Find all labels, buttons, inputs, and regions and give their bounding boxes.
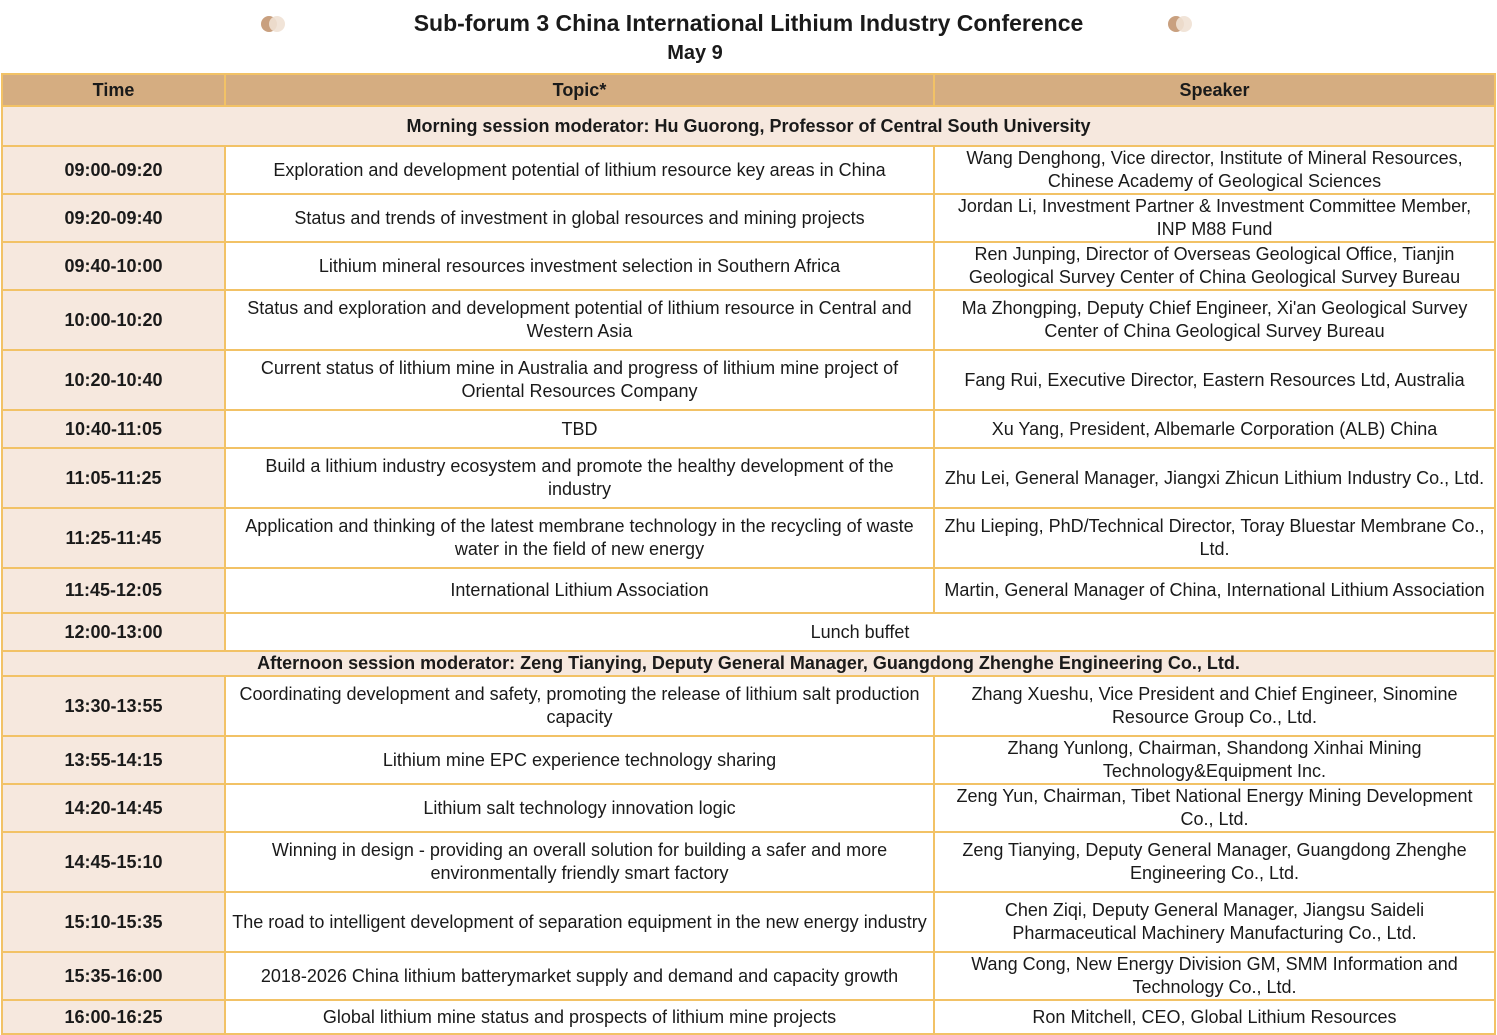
time-cell: 15:10-15:35	[2, 892, 225, 952]
speaker-cell: Ma Zhongping, Deputy Chief Engineer, Xi'an Geological Survey Center of China Geological Survey Bureau	[934, 290, 1495, 350]
topic-cell: Exploration and development potential of lithium resource key areas in China	[225, 146, 934, 194]
afternoon-moderator: Afternoon session moderator: Zeng Tianying, Deputy General Manager, Guangdong Zhenghe Engineering Co., Ltd.	[2, 651, 1495, 676]
lunch-label: Lunch buffet	[225, 613, 1495, 651]
time-cell: 09:40-10:00	[2, 242, 225, 290]
topic-cell: Global lithium mine status and prospects of lithium mine projects	[225, 1000, 934, 1034]
speaker-cell: Ron Mitchell, CEO, Global Lithium Resources	[934, 1000, 1495, 1034]
table-row	[2, 194, 1495, 242]
table-row	[2, 952, 1495, 1000]
page-header	[0, 0, 1497, 72]
topic-cell: TBD	[225, 410, 934, 448]
speaker-cell: Ren Junping, Director of Overseas Geological Office, Tianjin Geological Survey Center of China Geological Survey Bureau	[934, 242, 1495, 290]
table-row	[2, 892, 1495, 952]
speaker-cell: Zhang Yunlong, Chairman, Shandong Xinhai Mining Technology&Equipment Inc.	[934, 736, 1495, 784]
table-header-row	[2, 74, 1495, 106]
lunch-row	[2, 613, 1495, 651]
topic-cell: Build a lithium industry ecosystem and promote the healthy development of the industry	[225, 448, 934, 508]
table-row	[2, 350, 1495, 410]
table-row	[2, 410, 1495, 448]
topic-cell: Lithium salt technology innovation logic	[225, 784, 934, 832]
speaker-cell: Zhu Lei, General Manager, Jiangxi Zhicun Lithium Industry Co., Ltd.	[934, 448, 1495, 508]
table-row	[2, 242, 1495, 290]
time-cell: 10:20-10:40	[2, 350, 225, 410]
speaker-cell: Jordan Li, Investment Partner & Investment Committee Member, INP M88 Fund	[934, 194, 1495, 242]
speaker-cell: Wang Cong, New Energy Division GM, SMM Information and Technology Co., Ltd.	[934, 952, 1495, 1000]
column-header-speaker: Speaker	[934, 74, 1495, 106]
speaker-cell: Wang Denghong, Vice director, Institute of Mineral Resources, Chinese Academy of Geological Sciences	[934, 146, 1495, 194]
topic-cell: The road to intelligent development of separation equipment in the new energy industry	[225, 892, 934, 952]
table-row	[2, 676, 1495, 736]
speaker-cell: Chen Ziqi, Deputy General Manager, Jiangsu Saideli Pharmaceutical Machinery Manufacturing Co., Ltd.	[934, 892, 1495, 952]
time-cell: 14:45-15:10	[2, 832, 225, 892]
time-cell: 09:00-09:20	[2, 146, 225, 194]
time-cell: 15:35-16:00	[2, 952, 225, 1000]
agenda-body	[2, 106, 1495, 1034]
speaker-cell: Zeng Tianying, Deputy General Manager, Guangdong Zhenghe Engineering Co., Ltd.	[934, 832, 1495, 892]
time-cell: 11:45-12:05	[2, 568, 225, 613]
page-date: May 9	[667, 42, 723, 64]
session-row	[2, 106, 1495, 146]
time-cell: 10:40-11:05	[2, 410, 225, 448]
time-cell: 11:25-11:45	[2, 508, 225, 568]
speaker-cell: Zhang Xueshu, Vice President and Chief Engineer, Sinomine Resource Group Co., Ltd.	[934, 676, 1495, 736]
decorative-dots-icon	[1168, 16, 1192, 32]
table-row	[2, 1000, 1495, 1034]
table-row	[2, 784, 1495, 832]
time-cell: 16:00-16:25	[2, 1000, 225, 1034]
topic-cell: Application and thinking of the latest membrane technology in the recycling of waste water in the field of new energy	[225, 508, 934, 568]
speaker-cell: Zhu Lieping, PhD/Technical Director, Toray Bluestar Membrane Co., Ltd.	[934, 508, 1495, 568]
speaker-cell: Zeng Yun, Chairman, Tibet National Energy Mining Development Co., Ltd.	[934, 784, 1495, 832]
topic-cell: Lithium mine EPC experience technology sharing	[225, 736, 934, 784]
table-row	[2, 568, 1495, 613]
speaker-cell: Martin, General Manager of China, International Lithium Association	[934, 568, 1495, 613]
topic-cell: Status and trends of investment in global resources and mining projects	[225, 194, 934, 242]
time-cell: 14:20-14:45	[2, 784, 225, 832]
page-title: Sub-forum 3 China International Lithium Industry Conference	[413, 10, 1084, 36]
speaker-cell: Fang Rui, Executive Director, Eastern Resources Ltd, Australia	[934, 350, 1495, 410]
table-row	[2, 146, 1495, 194]
table-row	[2, 736, 1495, 784]
session-row	[2, 651, 1495, 676]
table-row	[2, 448, 1495, 508]
speaker-cell: Xu Yang, President, Albemarle Corporation (ALB) China	[934, 410, 1495, 448]
topic-cell: Status and exploration and development potential of lithium resource in Central and Western Asia	[225, 290, 934, 350]
table-row	[2, 508, 1495, 568]
topic-cell: Coordinating development and safety, promoting the release of lithium salt production capacity	[225, 676, 934, 736]
topic-cell: Current status of lithium mine in Australia and progress of lithium mine project of Oriental Resources Company	[225, 350, 934, 410]
morning-moderator: Morning session moderator: Hu Guorong, Professor of Central South University	[2, 106, 1495, 146]
table-row	[2, 832, 1495, 892]
time-cell: 13:55-14:15	[2, 736, 225, 784]
time-cell: 12:00-13:00	[2, 613, 225, 651]
column-header-time: Time	[2, 74, 225, 106]
topic-cell: 2018-2026 China lithium batterymarket supply and demand and capacity growth	[225, 952, 934, 1000]
agenda-table	[1, 73, 1496, 1035]
time-cell: 13:30-13:55	[2, 676, 225, 736]
column-header-topic: Topic*	[225, 74, 934, 106]
topic-cell: Lithium mineral resources investment selection in Southern Africa	[225, 242, 934, 290]
time-cell: 11:05-11:25	[2, 448, 225, 508]
time-cell: 09:20-09:40	[2, 194, 225, 242]
topic-cell: International Lithium Association	[225, 568, 934, 613]
table-row	[2, 290, 1495, 350]
time-cell: 10:00-10:20	[2, 290, 225, 350]
topic-cell: Winning in design - providing an overall solution for building a safer and more environmentally friendly smart factory	[225, 832, 934, 892]
